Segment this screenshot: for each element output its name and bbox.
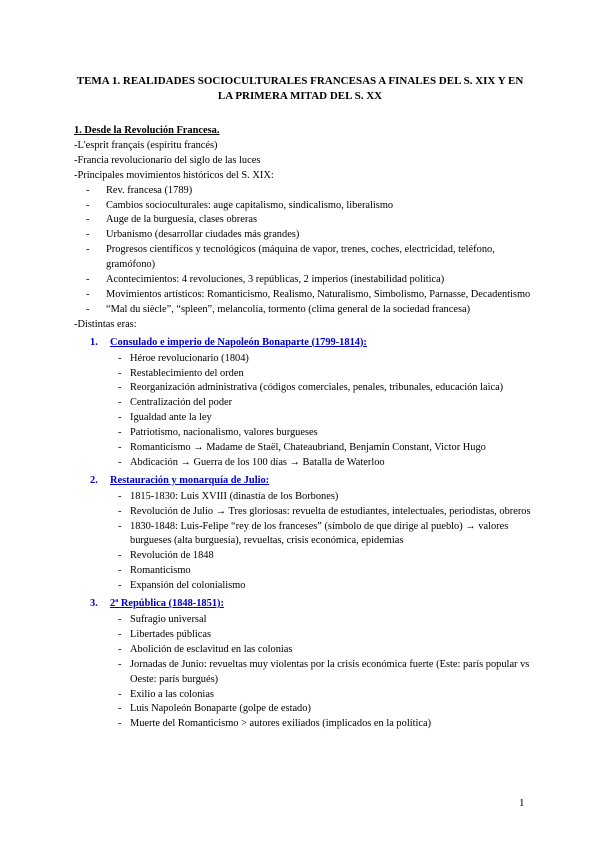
list-item: - Progresos científicos y tecnológicos (máquina de vapor, trenes, coches, electricidad, teléfono, gramófono) — [106, 243, 534, 273]
era-title: Consulado e imperio de Napoleón Bonaparte (1799-1814): — [110, 336, 367, 348]
list-item: - Héroe revolucionario (1804) — [130, 352, 534, 367]
list-item: - Reorganización administrativa (códigos comerciales, penales, tribunales, educación laica) — [130, 381, 534, 396]
section-heading: 1. Desde la Revolución Francesa. — [74, 125, 220, 136]
era-heading-1 — [74, 336, 534, 351]
era-number: 1. — [90, 336, 98, 348]
list-item: - Romanticismo → Madame de Staël, Chateaubriand, Benjamin Constant, Victor Hugo — [130, 441, 534, 456]
list-item: - Revolución de Julio → Tres gloriosas: revuelta de estudiantes, intelectuales, periodistas, obreros — [130, 505, 534, 520]
list-item: - Abdicación → Guerra de los 100 días → Batalla de Waterloo — [130, 456, 534, 471]
list-item: - Movimientos artísticos: Romanticismo, Realismo, Naturalismo, Simbolismo, Parnasse, Decadentismo — [106, 288, 534, 303]
list-item: - Igualdad ante la ley — [130, 411, 534, 426]
list-item: - “Mal du siècle”, “spleen”, melancolía, tormento (clima general de la sociedad francesa) — [106, 303, 534, 318]
list-item: - Muerte del Romanticismo > autores exiliados (implicados en la política) — [130, 717, 534, 732]
list-item: - Exilio a las colonias — [130, 688, 534, 703]
intro-line-2: -Francia revolucionario del siglo de las luces — [74, 154, 261, 166]
page-number: 1 — [519, 797, 525, 809]
list-item: - Luis Napoleón Bonaparte (golpe de estado) — [130, 702, 534, 717]
list-item: - Sufragio universal — [130, 613, 534, 628]
list-item: - Restablecimiento del orden — [130, 367, 534, 382]
era-title: 2ª República (1848-1851): — [110, 598, 224, 610]
title-line-2: LA PRIMERA MITAD DEL S. XX — [217, 90, 383, 102]
list-item: - Patriotismo, nacionalismo, valores burgueses — [130, 426, 534, 441]
list-item: - Rev. francesa (1789) — [106, 184, 534, 199]
list-item: - Romanticismo — [130, 564, 534, 579]
list-item: - Revolución de 1848 — [130, 549, 534, 564]
intro-line-1: -L'esprit français (espíritu francés) — [74, 139, 218, 151]
era-1-list — [74, 352, 534, 471]
list-item: - Cambios socioculturales: auge capitalismo, sindicalismo, liberalismo — [106, 199, 534, 214]
list-item: - Libertades públicas — [130, 628, 534, 643]
document-title — [60, 74, 540, 104]
list-item: - 1815-1830: Luis XVIII (dinastía de los Borbones) — [130, 490, 534, 505]
list-item: - Urbanismo (desarrollar ciudades más grandes) — [106, 228, 534, 243]
list-item: - Jornadas de Junio: revueltas muy violentas por la crisis económica fuerte (Este: parís popular vs Oeste: parís burgués) — [130, 658, 534, 688]
list-item: - Acontecimientos: 4 revoluciones, 3 repúblicas, 2 imperios (inestabilidad política) — [106, 273, 534, 288]
intro-line-3: -Principales movimientos históricos del S. XIX: — [74, 169, 274, 181]
title-line-1: TEMA 1. REALIDADES SOCIOCULTURALES FRANCESAS A FINALES DEL S. XIX Y EN — [76, 75, 524, 87]
document-body — [74, 124, 534, 732]
list-item: - Expansión del colonialismo — [130, 579, 534, 594]
era-heading-3 — [74, 597, 534, 612]
era-heading-2 — [74, 474, 534, 489]
movements-list — [74, 184, 534, 318]
list-item: - Centralización del poder — [130, 396, 534, 411]
eras-intro: -Distintas eras: — [74, 318, 137, 330]
era-number: 3. — [90, 598, 98, 610]
era-2-list — [74, 490, 534, 594]
list-item: - Abolición de esclavitud en las colonias — [130, 643, 534, 658]
era-title: Restauración y monarquía de Julio: — [110, 474, 270, 486]
list-item: - 1830-1848: Luis-Felipe “rey de los franceses” (símbolo de que dirige al pueblo) → valores burgueses (alta burguesía), revueltas, crisis económica, epidemias — [130, 520, 534, 550]
era-number: 2. — [90, 474, 98, 486]
list-item: - Auge de la burguesía, clases obreras — [106, 213, 534, 228]
era-3-list — [74, 613, 534, 732]
